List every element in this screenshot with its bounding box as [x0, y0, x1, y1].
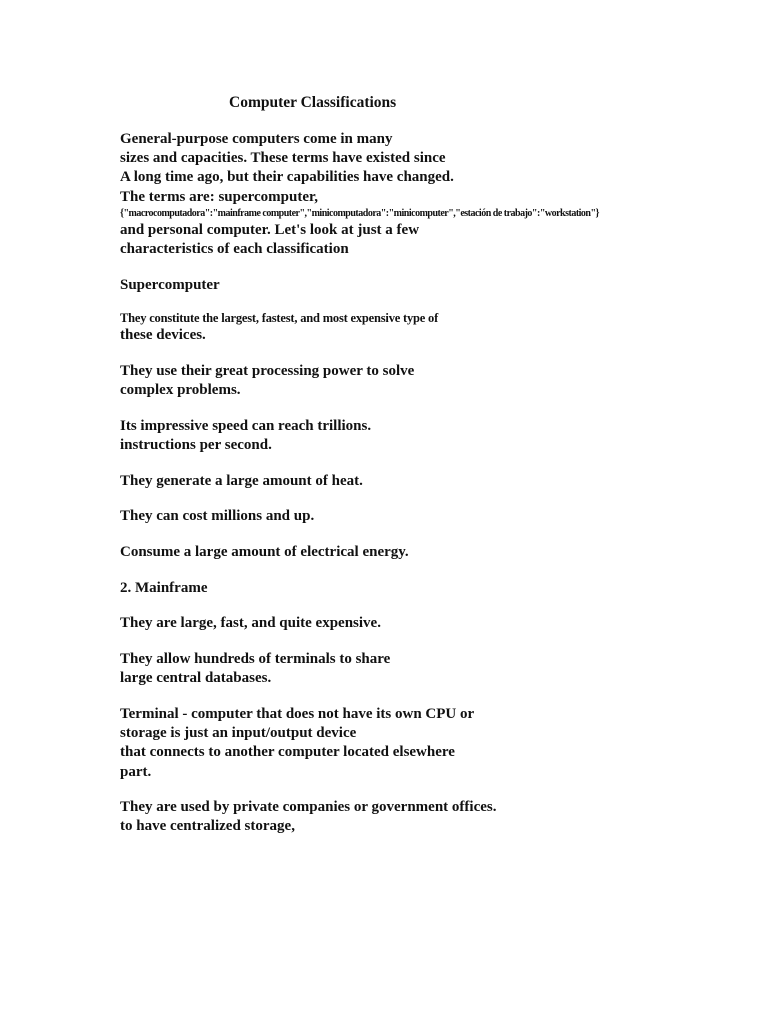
- paragraph-line: large central databases.: [120, 670, 272, 687]
- paragraph-line: these devices.: [120, 327, 206, 344]
- paragraph-line: to have centralized storage,: [120, 818, 295, 835]
- intro-paragraph: [120, 130, 740, 259]
- supercomputer-paragraph-4: [120, 472, 740, 491]
- paragraph-line: They generate a large amount of heat.: [120, 472, 363, 489]
- intro-line: A long time ago, but their capabilities have changed.: [120, 169, 454, 186]
- paragraph-line: They can cost millions and up.: [120, 508, 315, 525]
- paragraph-line: Consume a large amount of electrical energy.: [120, 544, 409, 561]
- paragraph-line: They are large, fast, and quite expensive.: [120, 615, 381, 632]
- supercomputer-paragraph-2: [120, 362, 740, 400]
- intro-line: sizes and capacities. These terms have existed since: [120, 150, 446, 167]
- paragraph-line: Its impressive speed can reach trillions.: [120, 417, 372, 434]
- supercomputer-paragraph-3: [120, 417, 740, 455]
- paragraph-line: complex problems.: [120, 382, 241, 399]
- paragraph-line: They constitute the largest, fastest, and most expensive type of: [120, 311, 439, 326]
- mainframe-paragraph-2: [120, 650, 740, 688]
- supercomputer-paragraph-5: [120, 507, 740, 526]
- mainframe-paragraph-4: [120, 798, 740, 836]
- intro-line: and personal computer. Let's look at just a few: [120, 221, 420, 238]
- mainframe-paragraph-3: [120, 705, 740, 782]
- paragraph-line: that connects to another computer located elsewhere: [120, 744, 455, 761]
- paragraph-line: Terminal - computer that does not have its own CPU or: [120, 705, 475, 722]
- supercomputer-paragraph-1: [120, 311, 740, 345]
- intro-line-translation-map: {"macrocomputadora":"mainframe computer","minicomputadora":"minicomputer","estación de trabajo":"workstation"}: [120, 207, 599, 219]
- supercomputer-paragraph-6: [120, 543, 740, 562]
- paragraph-line: storage is just an input/output device: [120, 725, 357, 742]
- paragraph-line: They allow hundreds of terminals to share: [120, 651, 391, 668]
- paragraph-line: instructions per second.: [120, 437, 272, 454]
- document-body: [120, 130, 740, 853]
- paragraph-line: They are used by private companies or government offices.: [120, 799, 497, 816]
- intro-line: General-purpose computers come in many: [120, 131, 393, 147]
- mainframe-heading-block: [120, 579, 740, 598]
- intro-line: The terms are: supercomputer,: [120, 188, 319, 205]
- section-heading-supercomputer: Supercomputer: [120, 276, 220, 293]
- paragraph-line: They use their great processing power to solve: [120, 362, 415, 379]
- paragraph-line: part.: [120, 763, 152, 780]
- intro-line: characteristics of each classification: [120, 241, 349, 258]
- supercomputer-heading-block: [120, 276, 740, 295]
- document-title: Computer Classifications: [229, 94, 397, 111]
- mainframe-paragraph-1: [120, 614, 740, 633]
- section-heading-mainframe: 2. Mainframe: [120, 579, 208, 596]
